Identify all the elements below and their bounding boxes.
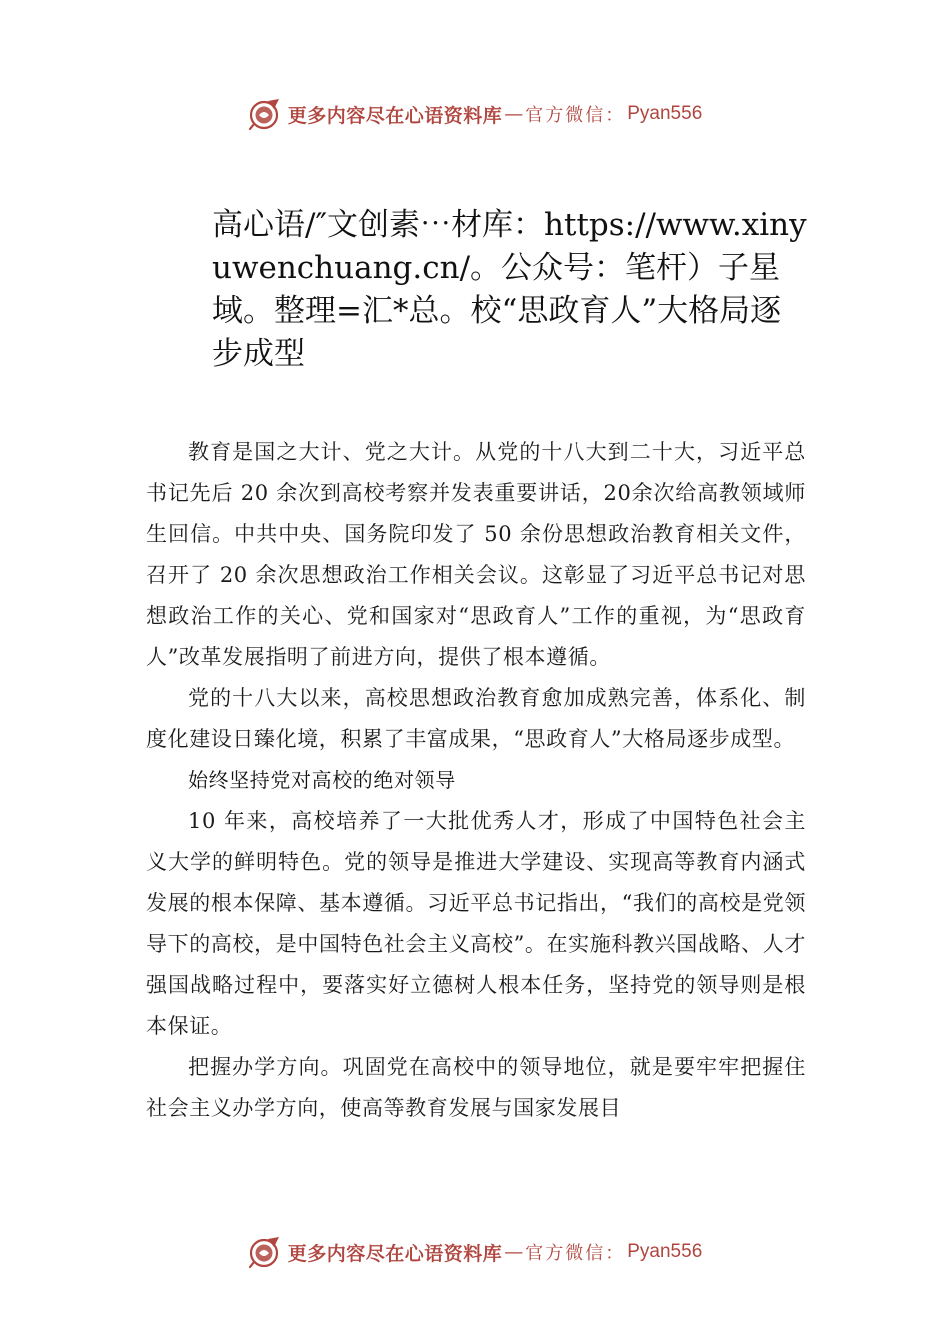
banner-dash: —: [504, 1241, 524, 1263]
banner-slogan: 更多内容尽在心语资料库: [287, 1242, 503, 1265]
banner-dash: —: [504, 103, 524, 125]
body-paragraph: 10 年来，高校培养了一大批优秀人才，形成了中国特色社会主义大学的鲜明特色。党的领导是推进大学建设、实现高等教育内涵式发展的根本保障、基本遵循。习近平总书记指出，“我们的高校是党领导下的高校，是中国特色社会主义高校”。在实施科教兴国战略、人才强国战略过程中，要落实好立德树人根本任务，坚持党的领导则是根本保证。: [146, 809, 806, 1038]
body-paragraph: 教育是国之大计、党之大计。从党的十八大到二十大，习近平总书记先后 20 余次到高校考察并发表重要讲话，20余次给高教领域师生回信。中共中央、国务院印发了 50 余份思想政治教育相关文件，召开了 20 余次思想政治工作相关会议。这彰显了习近平总书记对思想政治工作的关心、党和国家对“思政育人”工作的重视，为“思政育人”改革发展指明了前进方向，提供了根本遵循。: [146, 440, 806, 669]
banner-wechat-id: Pyan556: [627, 1241, 703, 1262]
banner-wechat-label: 官方微信：: [525, 105, 626, 126]
document-title: 高心语/″文创素⋯材库：https://www.xinyuwenchuang.cn/。公众号：笔杆）子星域。整理=汇*总。校“思政育人”大格局逐步成型: [212, 207, 807, 372]
banner-wechat-id: Pyan556: [627, 103, 703, 124]
body-paragraph: 党的十八大以来，高校思想政治教育愈加成熟完善，体系化、制度化建设日臻化境，积累了丰富成果，“思政育人”大格局逐步成型。: [146, 686, 806, 751]
document-body: [146, 432, 806, 1129]
brand-logo-icon: [248, 97, 282, 131]
footer-banner: [0, 1232, 950, 1272]
section-heading: 始终坚持党对高校的绝对领导: [188, 768, 456, 792]
banner-slogan: 更多内容尽在心语资料库: [287, 104, 503, 127]
header-banner: [0, 94, 950, 134]
banner-wechat-label: 官方微信：: [525, 1243, 626, 1264]
body-paragraph: 把握办学方向。巩固党在高校中的领导地位，就是要牢牢把握住社会主义办学方向，使高等教育发展与国家发展目: [146, 1055, 806, 1120]
brand-logo-icon: [248, 1235, 282, 1269]
